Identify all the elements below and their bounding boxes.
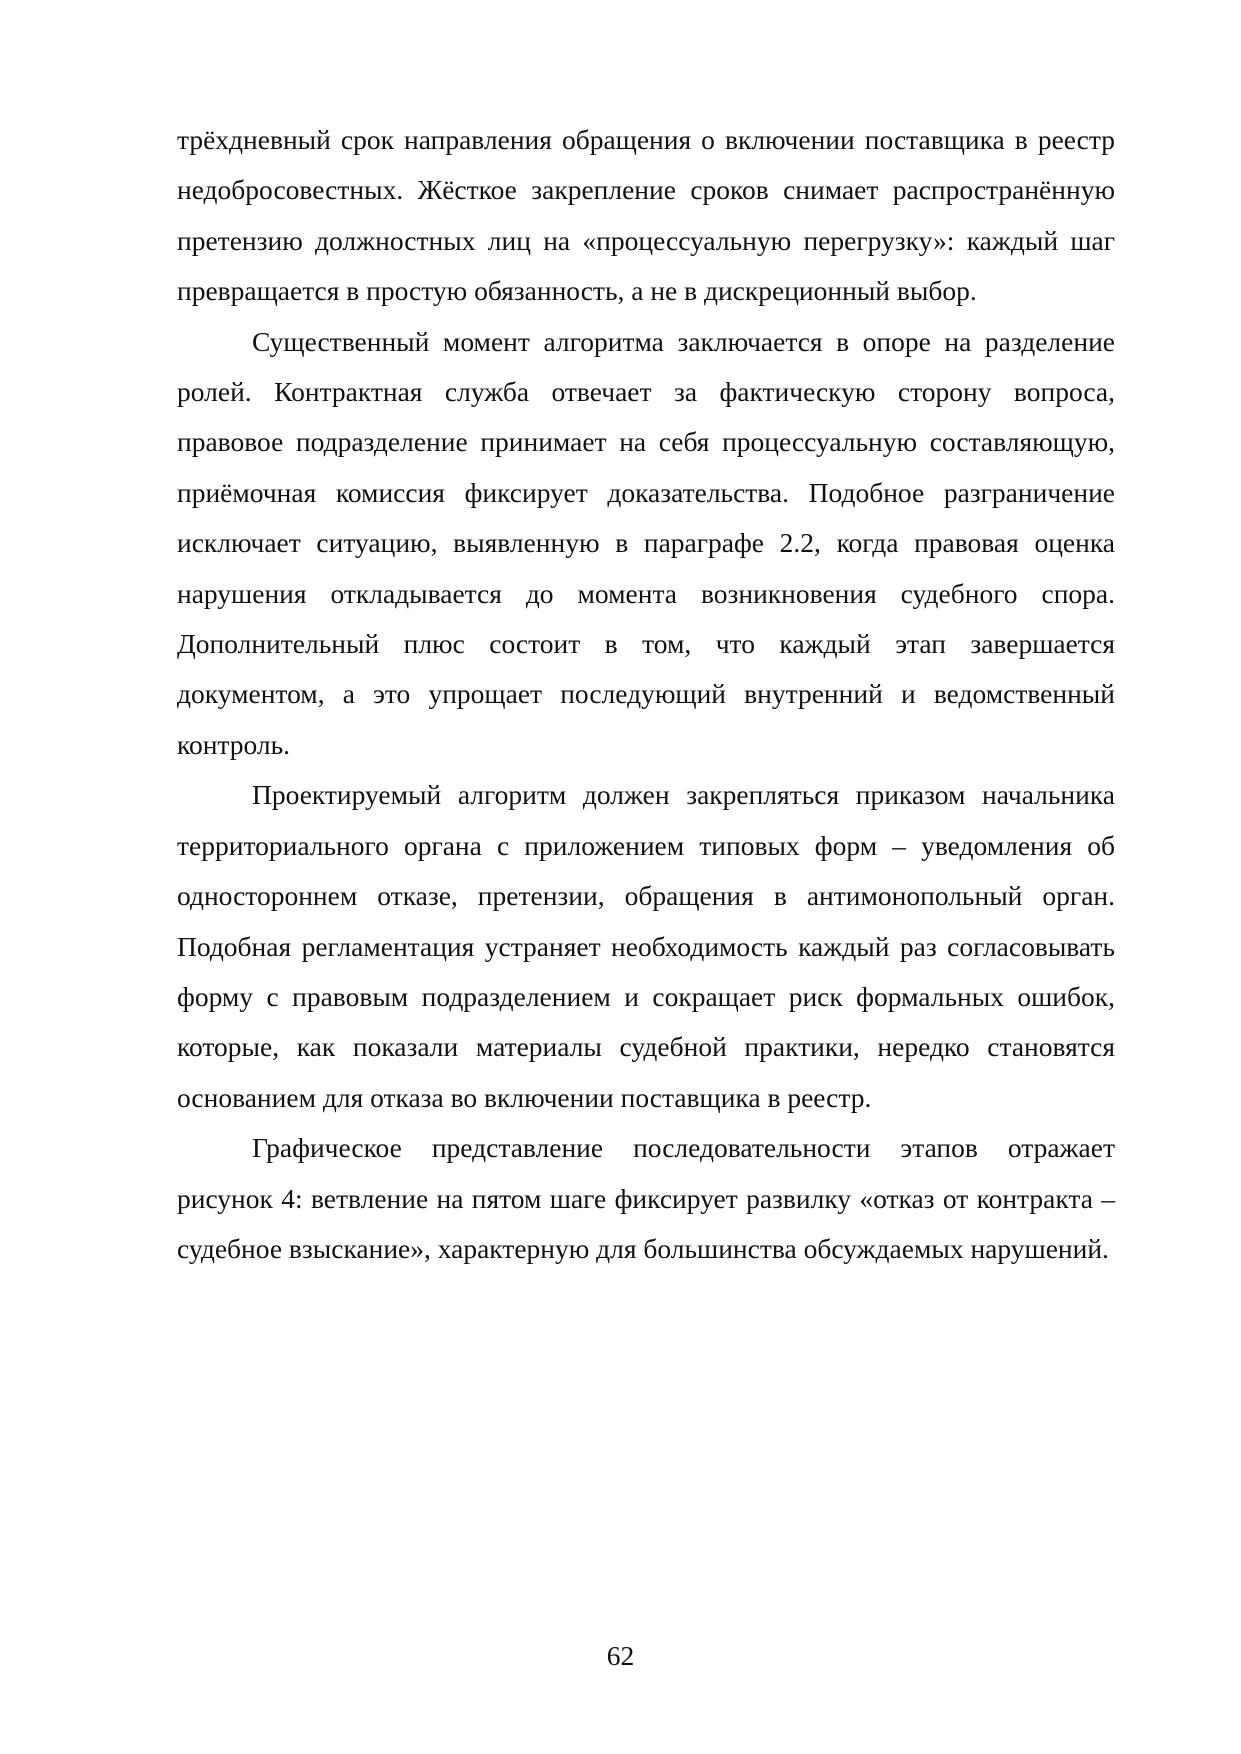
text-body [177,115,1115,1274]
paragraph-role-separation: Существенный момент алгоритма заключается в опоре на разделение ролей. Контрактная служба отвечает за фактическую сторону вопроса, правовое подразделение принимает на себя процессуальную составляющую, приёмочная комиссия фиксирует доказательства. Подобное разграничение исключает ситуацию, выявленную в параграфе 2.2, когда правовая оценка нарушения откладывается до момента возникновения судебного спора. Дополнительный плюс состоит в том, что каждый этап завершается документом, а это упрощает последующий внутренний и ведомственный контроль. [177,325,1115,760]
paragraph-continuation: трёхдневный срок направления обращения о включении поставщика в реестр недобросовестных. Жёсткое закрепление сроков снимает распространённую претензию должностных лиц на «процессуальную перегрузку»: каждый шаг превращается в простую обязанность, а не в дискреционный выбор. [177,124,1115,307]
page-number: 62 [606,1640,635,1671]
paragraph-algorithm-order: Проектируемый алгоритм должен закрепляться приказом начальника территориального органа с приложением типовых форм – уведомления об одностороннем отказе, претензии, обращения в антимонопольный орган. Подобная регламентация устраняет необходимость каждый раз согласовывать форму с правовым подразделением и сокращает риск формальных ошибок, которые, как показали материалы судебной практики, нередко становятся основанием для отказа во включении поставщика в реестр. [177,779,1115,1113]
paragraph-figure-reference: Графическое представление последовательности этапов отражает рисунок 4: ветвление на пятом шаге фиксирует развилку «отказ от контракта – судебное взыскание», характерную для большинства обсуждаемых нарушений. [177,1132,1115,1264]
